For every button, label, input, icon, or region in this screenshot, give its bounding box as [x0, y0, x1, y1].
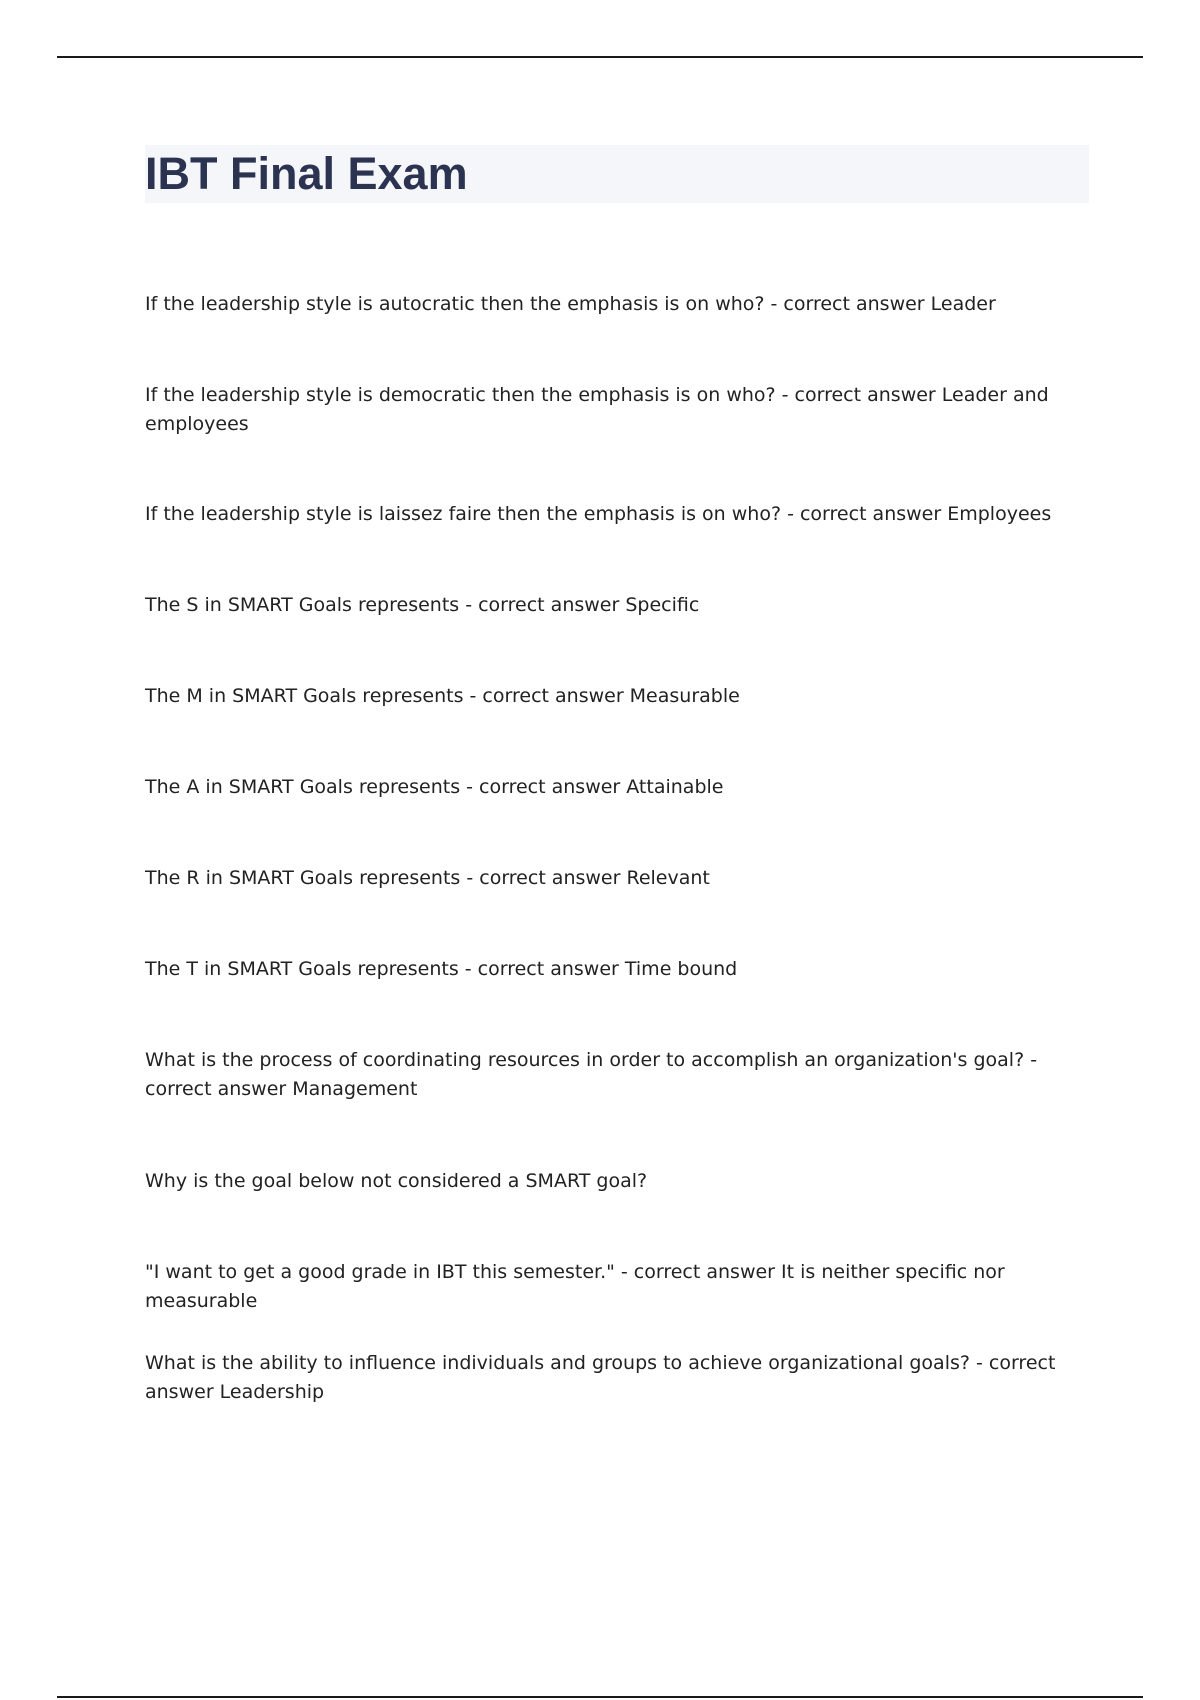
qa-item-12: What is the ability to influence individuals and groups to achieve organizational goals? - correct answer Leadership — [145, 1352, 1056, 1403]
qa-item-5: The M in SMART Goals represents - correct answer Measurable — [145, 685, 740, 707]
title-band — [145, 145, 1089, 203]
qa-item-11: "I want to get a good grade in IBT this semester." - correct answer It is neither specific nor measurable — [145, 1261, 1005, 1312]
bottom-divider — [57, 1696, 1143, 1698]
qa-item-1: If the leadership style is autocratic then the emphasis is on who? - correct answer Leader — [145, 293, 996, 315]
qa-item-7: The R in SMART Goals represents - correct answer Relevant — [145, 867, 710, 889]
qa-item-10: Why is the goal below not considered a SMART goal? — [145, 1170, 648, 1192]
document-title: IBT Final Exam — [145, 148, 468, 199]
qa-item-8: The T in SMART Goals represents - correct answer Time bound — [145, 958, 738, 980]
qa-item-3: If the leadership style is laissez faire then the emphasis is on who? - correct answer Employees — [145, 503, 1052, 525]
qa-item-2: If the leadership style is democratic then the emphasis is on who? - correct answer Leader and employees — [145, 384, 1049, 435]
qa-item-9: What is the process of coordinating resources in order to accomplish an organization's goal? - correct answer Management — [145, 1049, 1038, 1100]
qa-item-6: The A in SMART Goals represents - correct answer Attainable — [145, 776, 724, 798]
top-divider — [57, 56, 1143, 58]
qa-item-4: The S in SMART Goals represents - correct answer Specific — [145, 594, 700, 616]
